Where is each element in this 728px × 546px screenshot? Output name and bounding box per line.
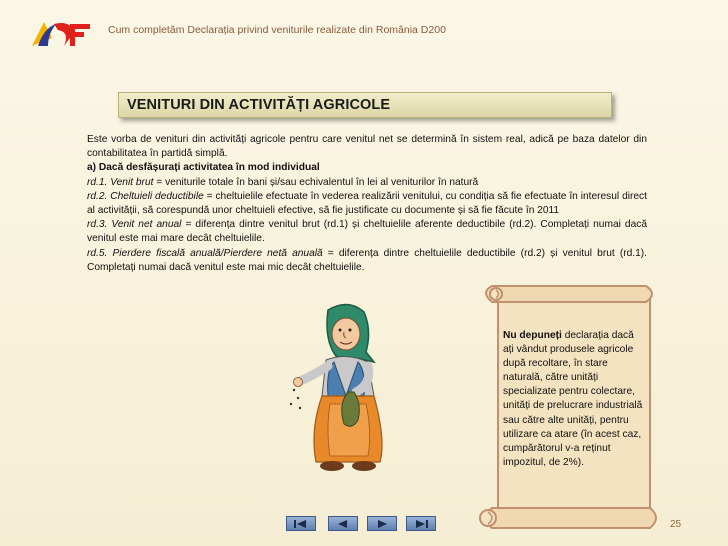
section-title: VENITURI DIN ACTIVITĂȚI AGRICOLE [127, 97, 391, 113]
section-title-banner [118, 92, 612, 118]
first-page-icon [292, 519, 310, 529]
rd5-text: = diferența dintre cheltuielile deductibile (rd.2) și venitul brut (rd.1). Completați numai dacă venitul este mai mic decât cheltuielile. [87, 247, 647, 273]
farmer-woman-illustration [286, 300, 396, 478]
first-page-button[interactable] [286, 516, 316, 531]
page-number: 25 [670, 519, 682, 530]
rd3-label: rd.3. Venit net anual [87, 219, 182, 231]
scroll-note-text [503, 329, 643, 470]
anaf-logo [30, 18, 94, 50]
rd3-text: = diferența dintre venitul brut (rd.1) și cheltuielile aferente deductibile (rd.2). Completați numai dacă venitul este mai mare decât cheltuielile. [87, 219, 647, 245]
previous-page-button[interactable] [328, 516, 358, 531]
next-page-button[interactable] [367, 516, 397, 531]
subheading: a) Dacă desfășurați activitatea în mod individual [87, 162, 320, 174]
last-page-icon [412, 519, 430, 529]
last-page-button[interactable] [406, 516, 436, 531]
rd5-paragraph [87, 247, 647, 275]
intro-paragraph: Este vorba de venituri din activități agricole pentru care venitul net se determină în sistem real, adică pe baza datelor din contabilitatea în partidă simplă. [87, 134, 647, 160]
rd2-text: = cheltuielile efectuate în vederea realizării venitului, cu condiția să fie efectuate în interesul direct al activității, să corespundă unor cheltuieli efective, să fie justificate cu documente și să fie făcute în 2011 [87, 190, 647, 217]
rd2-paragraph [87, 190, 647, 218]
body-text [87, 133, 647, 275]
rd3-paragraph [87, 218, 647, 246]
rd1-text: = veniturile totale în bani și/sau echivalentul în lei al veniturilor în natură [153, 176, 479, 188]
previous-page-icon [334, 519, 352, 529]
rd2-label: rd.2. Cheltuieli deductibile [87, 190, 204, 202]
scroll-note-bold: Nu depuneți [503, 330, 562, 341]
presentation-title: Cum completăm Declarația privind veniturile realizate din România D200 [108, 24, 446, 36]
rd5-label: rd.5. Pierdere fiscală anuală/Pierdere netă anuală [87, 247, 323, 259]
next-page-icon [373, 519, 391, 529]
scroll-note-body: declarația dacă ați vândut produsele agricole după recoltare, în stare naturală, către unități specializate pentru colectare, unități de prelucrare industrială sau către alte unități, pentru utilizare ca atare (în acest caz, cumpărătorul v-a reținut impozitul, de 2%). [503, 330, 643, 468]
rd1-paragraph [87, 176, 647, 190]
rd1-label: rd.1. Venit brut [87, 176, 154, 188]
